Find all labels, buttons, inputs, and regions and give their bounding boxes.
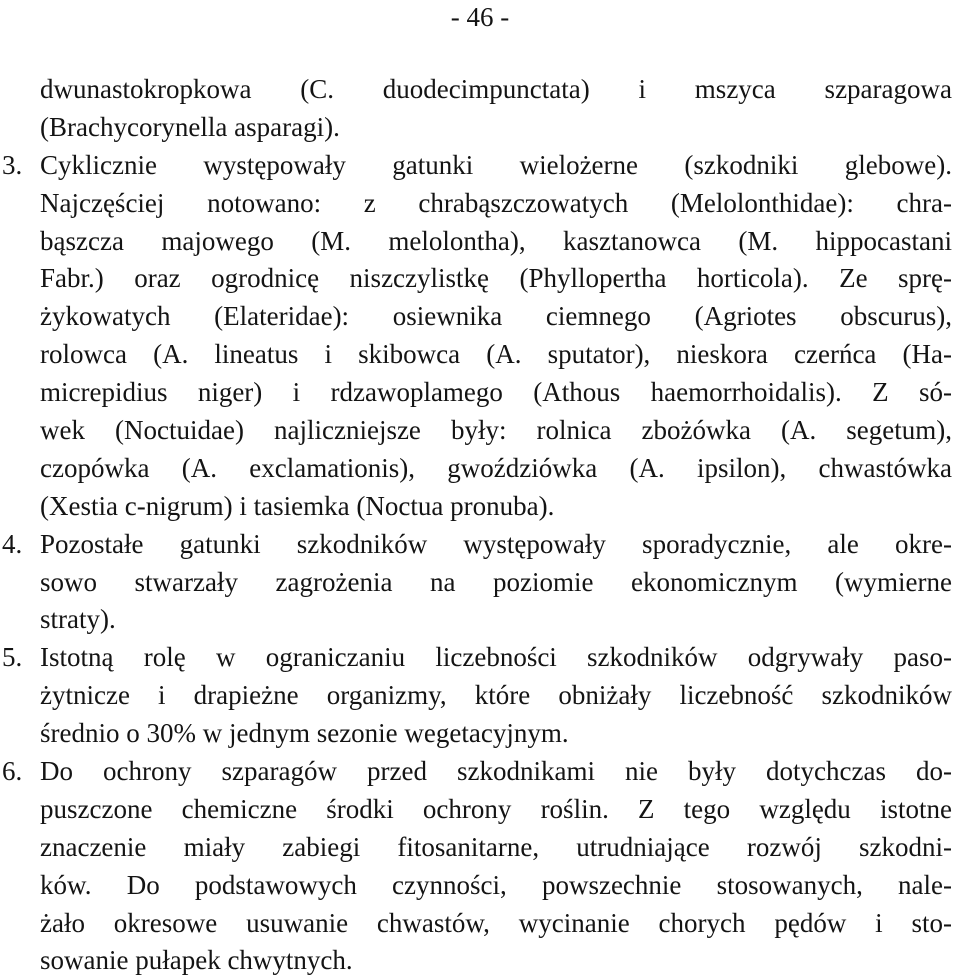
list-item-3 — [0, 147, 952, 526]
text-line: Pozostałe gatunki szkodników występowały sporadycznie, ale okre- — [40, 528, 952, 559]
text-line: Fabr.) oraz ogrodnicę niszczylistkę (Phyllopertha horticola). Ze sprę- — [40, 263, 952, 294]
text-line: znaczenie miały zabiegi fitosanitarne, utrudniające rozwój szkodni- — [40, 831, 952, 862]
text-line: czopówka (A. exclamationis), gwoździówka (A. ipsilon), chwastówka — [40, 452, 952, 483]
text-line: żało okresowe usuwanie chwastów, wycinanie chorych pędów i sto- — [40, 907, 952, 938]
text-line: puszczone chemiczne środki ochrony roślin. Z tego względu istotne — [40, 793, 952, 824]
text-line: Do ochrony szparagów przed szkodnikami nie były dotychczas do- — [40, 756, 952, 787]
text-line: żytnicze i drapieżne organizmy, które obniżały liczebność szkodników — [40, 680, 952, 711]
list-item-5 — [0, 639, 952, 753]
text-line: micrepidius niger) i rdzawoplamego (Athous haemorrhoidalis). Z só- — [40, 377, 952, 408]
text-line: rolowca (A. lineatus i skibowca (A. sputator), nieskora czerńca (Ha- — [40, 339, 952, 370]
list-number: 6. — [2, 756, 23, 787]
text-line: bąszcza majowego (M. melolontha), kasztanowca (M. hippocastani — [40, 225, 952, 256]
text-line: średnio o 30% w jednym sezonie wegetacyjnym. — [40, 718, 569, 749]
text-line: Cyklicznie występowały gatunki wielożerne (szkodniki glebowe). — [40, 149, 952, 180]
text-line: sowo stwarzały zagrożenia na poziomie ekonomicznym (wymierne — [40, 566, 952, 597]
text-line: wek (Noctuidae) najliczniejsze były: rolnica zbożówka (A. segetum), — [40, 415, 952, 446]
text-line: straty). — [40, 604, 116, 635]
text-line: żykowatych (Elateridae): osiewnika ciemnego (Agriotes obscurus), — [40, 301, 952, 332]
list-number: 3. — [2, 149, 23, 180]
document-body — [0, 71, 960, 980]
list-number: 5. — [2, 642, 23, 673]
text-line: (Brachycorynella asparagi). — [40, 111, 340, 142]
text-line: Najczęściej notowano: z chrabąszczowatych (Melolonthidae): chra- — [40, 187, 952, 218]
list-number: 4. — [2, 528, 23, 559]
text-line: sowanie pułapek chwytnych. — [40, 945, 353, 976]
text-line: dwunastokropkowa (C. duodecimpunctata) i mszyca szparagowa — [40, 74, 952, 104]
page-number: - 46 - — [450, 2, 510, 32]
list-item-6 — [0, 753, 952, 980]
text-line: Istotną rolę w ograniczaniu liczebności szkodników odgrywały paso- — [40, 642, 952, 673]
paragraph-continuation — [0, 71, 952, 147]
list-item-4 — [0, 526, 952, 640]
text-line: (Xestia c-nigrum) i tasiemka (Noctua pronuba). — [40, 490, 555, 521]
text-line: ków. Do podstawowych czynności, powszechnie stosowanych, nale- — [40, 869, 952, 900]
